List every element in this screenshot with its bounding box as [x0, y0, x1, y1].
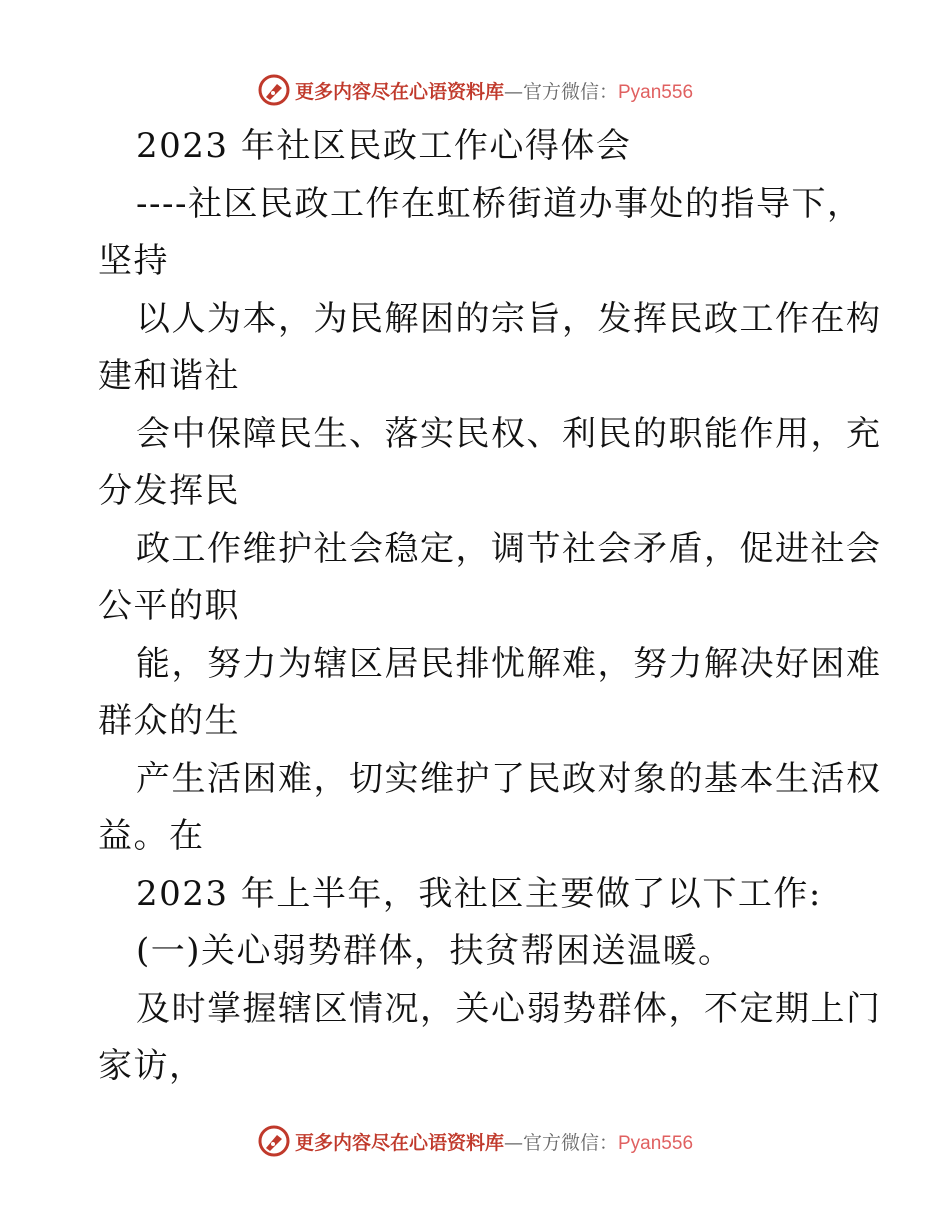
text-line: 2023 年上半年，我社区主要做了以下工作:: [136, 873, 822, 914]
text-line: 能，努力为辖区居民排忧解难，努力解决好困难: [136, 643, 882, 684]
pen-nib-logo-icon: [257, 1124, 291, 1158]
section-heading: (一)关心弱势群体，扶贫帮困送温暖。: [136, 931, 734, 971]
text-line: 家访，: [98, 1046, 205, 1086]
text-line: 及时掌握辖区情况，关心弱势群体，不定期上门: [136, 988, 882, 1029]
banner-text: [295, 1128, 693, 1155]
banner-site-text: 更多内容尽在心语资料库: [294, 80, 504, 103]
text-line: 公平的职: [98, 586, 240, 626]
banner-site-text: 更多内容尽在心语资料库: [294, 1131, 504, 1154]
header-banner: [0, 70, 950, 110]
text-line: 产生活困难，切实维护了民政对象的基本生活权: [136, 758, 882, 799]
banner-text: [295, 77, 693, 104]
footer-banner: [0, 1121, 950, 1161]
text-line: 分发挥民: [98, 471, 240, 511]
text-line: 会中保障民生、落实民权、利民的职能作用，充: [136, 413, 882, 454]
banner-wechat-label: 官方微信：: [522, 1131, 618, 1154]
banner-wechat-id: Pyan556: [618, 1132, 694, 1154]
document-title: 2023 年社区民政工作心得体会: [136, 126, 632, 166]
banner-dash: —: [503, 1131, 523, 1154]
text-line: 以人为本，为民解困的宗旨，发挥民政工作在构: [136, 298, 882, 339]
text-line: 群众的生: [98, 701, 240, 741]
text-line: 益。在: [98, 816, 205, 856]
document-body: [98, 118, 882, 1096]
text-line: ----社区民政工作在虹桥街道办事处的指导下，: [136, 183, 863, 224]
banner-dash: —: [503, 80, 523, 103]
text-line: 建和谐社: [98, 356, 240, 396]
text-line: 坚持: [98, 241, 169, 281]
text-line: 政工作维护社会稳定，调节社会矛盾，促进社会: [136, 528, 882, 569]
banner-wechat-id: Pyan556: [618, 81, 694, 103]
pen-nib-logo-icon: [257, 73, 291, 107]
banner-wechat-label: 官方微信：: [522, 80, 618, 103]
